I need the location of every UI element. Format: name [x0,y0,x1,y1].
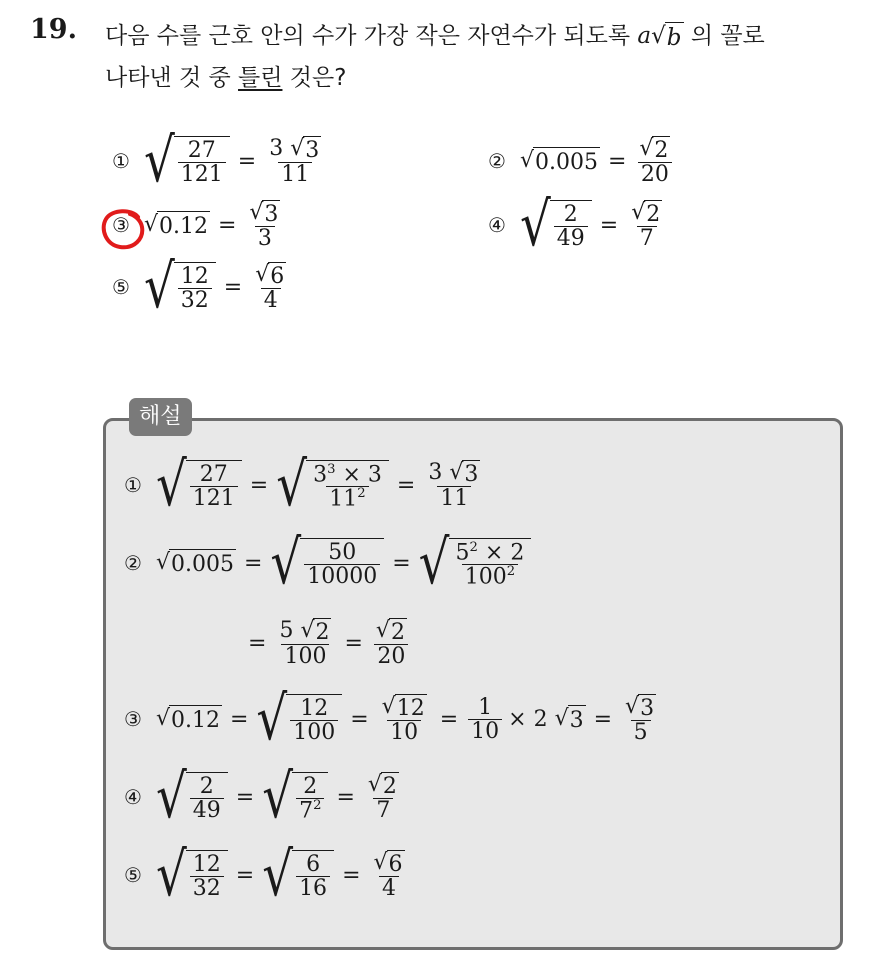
solution-tag: 해설 [129,398,192,436]
choice-3[interactable]: ③ √ 0.12 = √ 3 3 [112,200,285,250]
fraction: √ 2 20 [636,136,673,186]
solution-label: ① [124,473,142,498]
solution-line-5: ⑤ √ $\frac{12}{32}$ = √ $\frac{6}{16}$ = √ 6 4 [124,839,403,910]
solution-label: ④ [124,785,142,810]
solution-line-3: ③ √ 0.12 = √ $\frac{12}{100}$ = √ 12 10 = $\frac{1}{10}$ × 2 √ 3 = √ 3 5 [124,683,655,754]
solution-label: ② [124,551,142,576]
solution-line-2: ② √ 0.005 = √ $\frac{50}{10000}$ = √ $\frac{5^2 \times 2}{100^2}$ [124,538,531,589]
solution-line-4: ④ √ $\frac{2}{49}$ = √ $\frac{2}{7^2}$ = √ 2 7 [124,761,397,832]
question-number: 19. [30,14,77,45]
choice-1[interactable]: ① √ $\frac{27}{121}$ = 3 √ 3 11 [112,136,326,186]
sqrt-expression: √ $\frac{2}{49}$ [520,200,592,250]
question-text-part: 것은? [289,65,347,91]
solution-line-1: ① √ $\frac{27}{121}$ = √ $\frac{3^3 \times 3}{11^2}$ = 3 √ 3 11 [124,450,479,521]
fraction: 3 √ 3 11 [269,136,320,188]
question-text-part: 나타낸 것 중 [105,65,231,91]
choice-5[interactable]: ⑤ √ $\frac{12}{32}$ = √ 6 4 [112,262,291,312]
sqrt-expression: √ 0.005 [519,148,598,176]
question-text-part: 의 꼴로 [690,23,765,49]
sqrt-expression: √ $\frac{27}{121}$ [144,136,230,186]
variable-a: a [637,23,652,49]
choice-label: ⑤ [112,275,130,300]
question-line-1 [105,17,765,51]
choice-label: ② [488,149,506,174]
choice-2[interactable]: ② √ 0.005 = √ 2 20 [488,136,675,186]
choice-label: ③ [112,213,130,238]
sqrt-expression: √ $\frac{12}{32}$ [144,262,216,312]
fraction: √ 3 3 [249,200,279,252]
choice-4[interactable]: ④ √ $\frac{2}{49}$ = √ 2 7 [488,200,667,250]
fraction: √ 6 4 [255,262,285,314]
solution-line-2-cont: = 5 √ 2 100 = √ 2 20 [240,618,412,668]
answer-circle-mark [100,207,146,251]
solution-label: ⑤ [124,863,142,888]
question-line-2 [105,59,346,92]
fraction: √ 2 7 [631,200,661,252]
underlined-word: 틀린 [238,65,283,91]
solution-label: ③ [124,707,142,732]
question-text-part: 다음 수를 근호 안의 수가 가장 작은 자연수가 되도록 [105,23,631,49]
sqrt-b: √ b [651,23,682,51]
sqrt-expression: √ 0.12 [143,212,208,240]
choice-label: ④ [488,213,506,238]
choice-label: ① [112,149,130,174]
